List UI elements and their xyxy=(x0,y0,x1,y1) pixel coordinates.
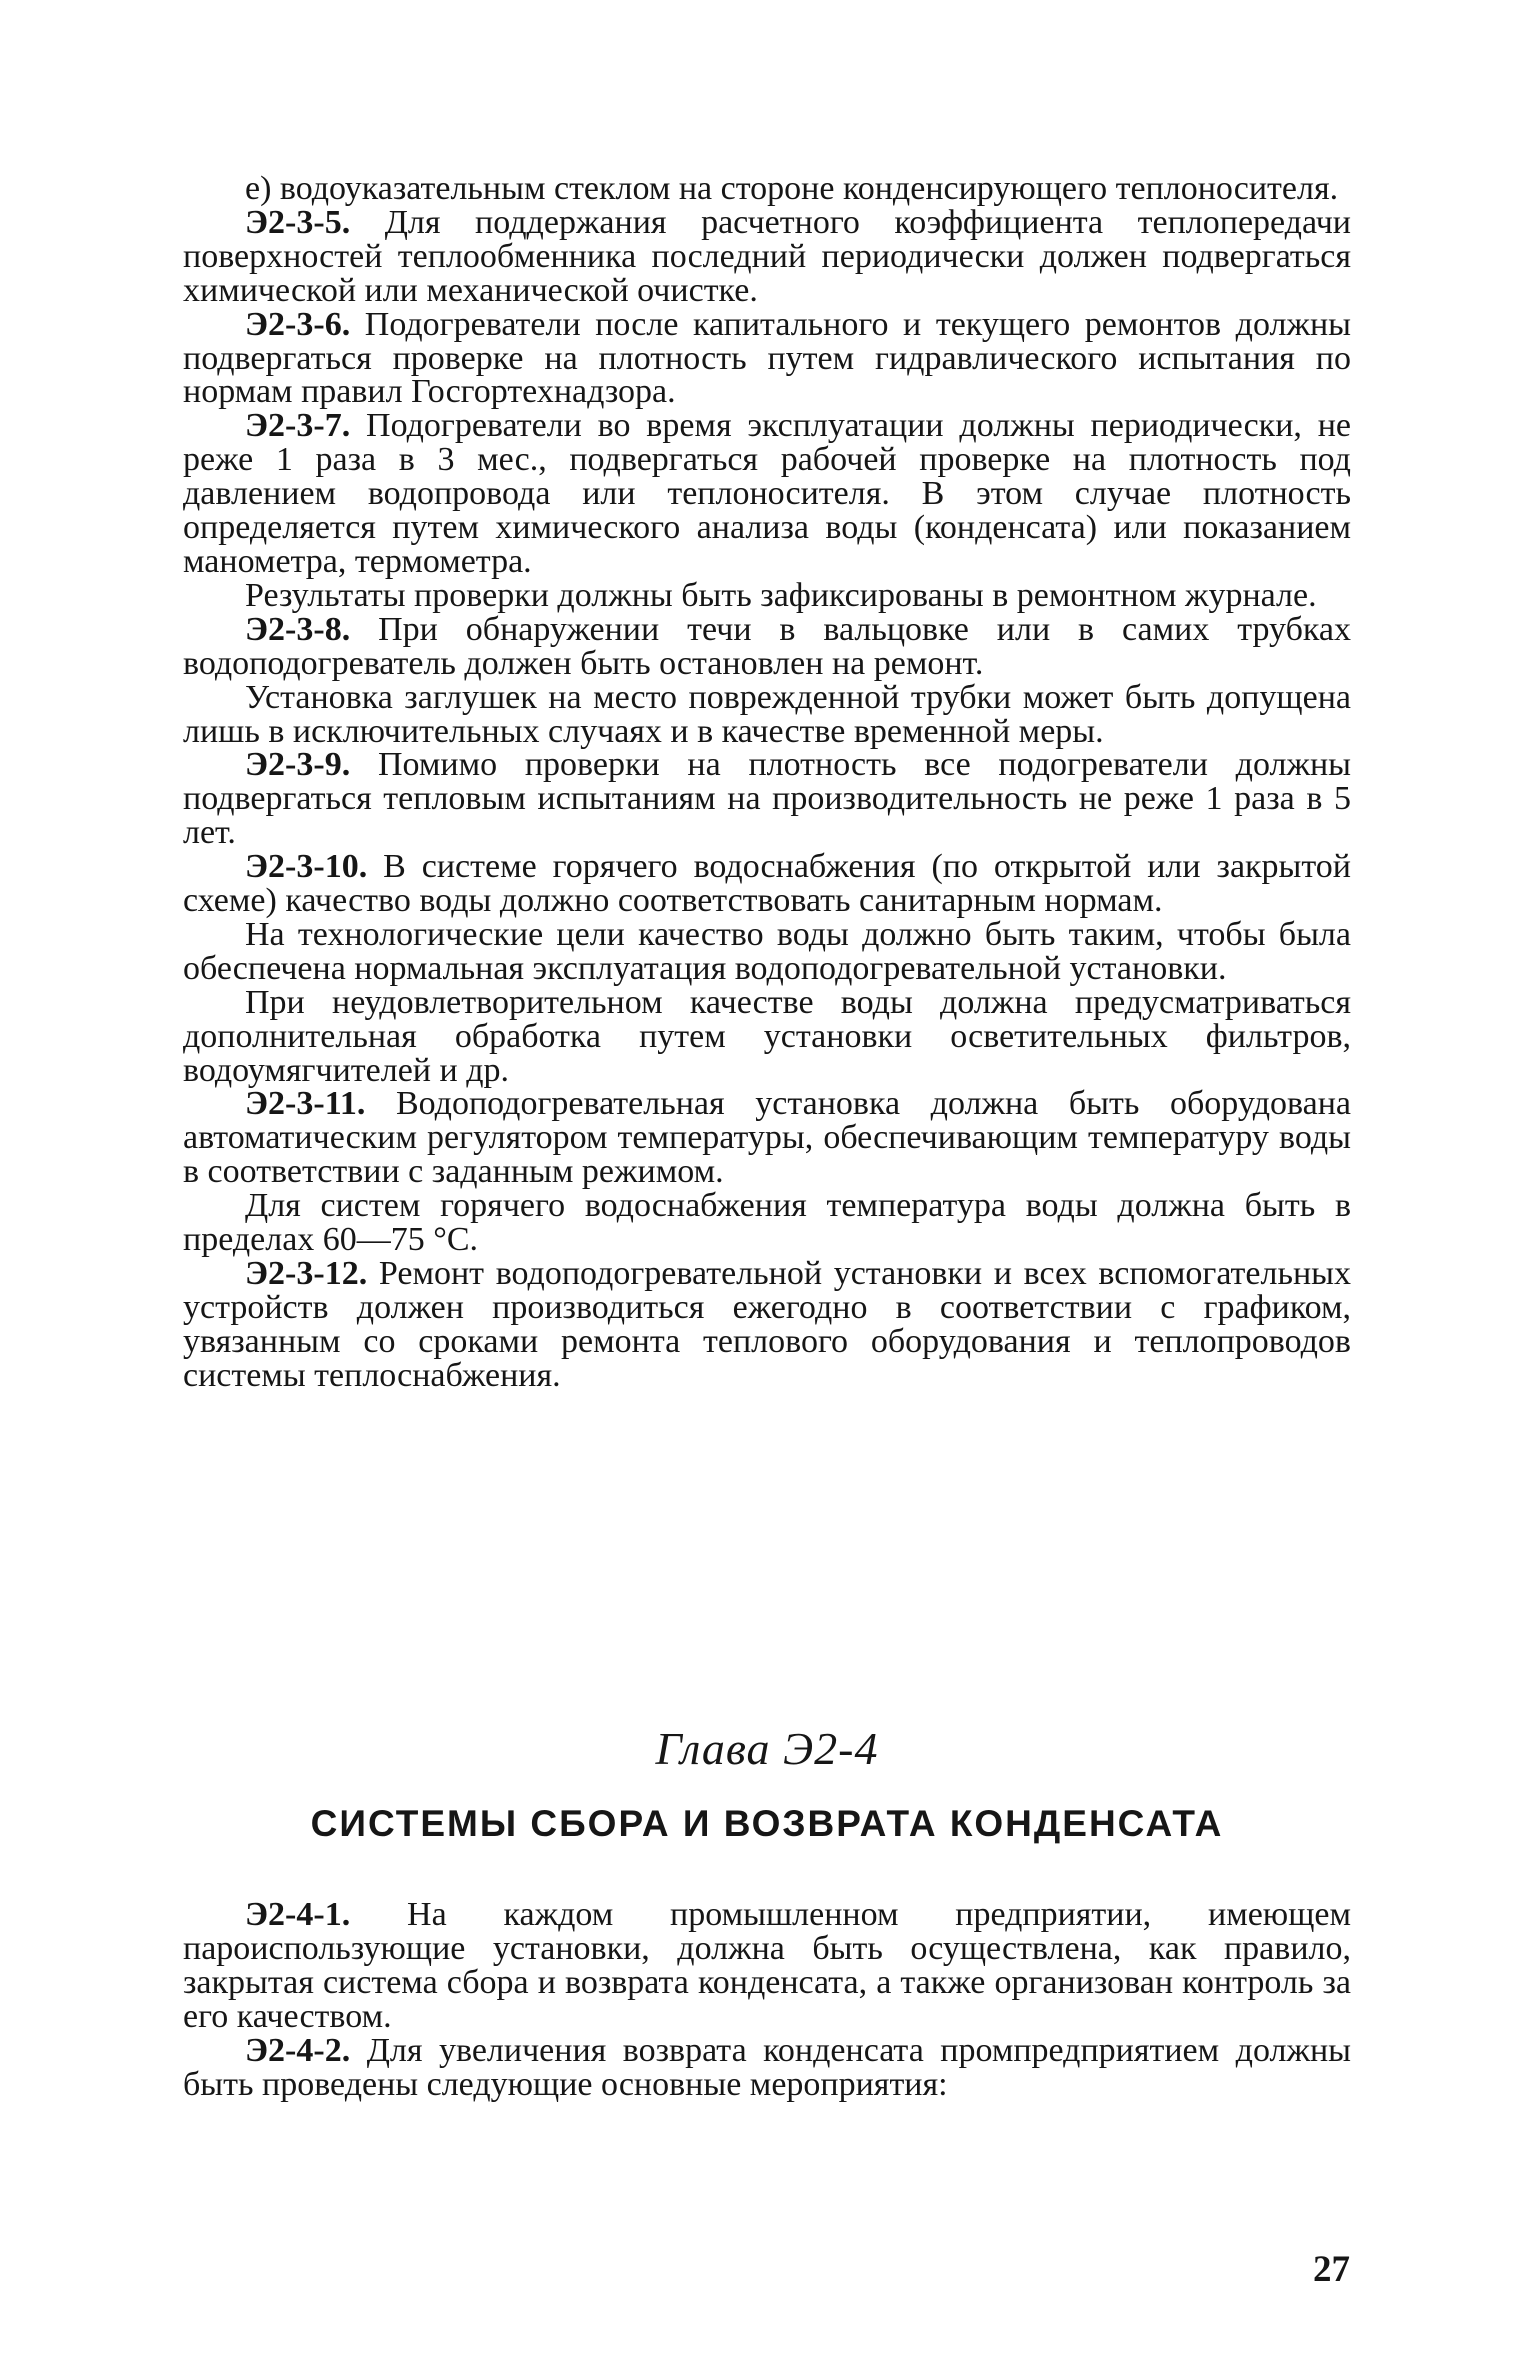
paragraph-text: Установка заглушек на место поврежденной трубки может быть допущена лишь в исключительных случаях и в качестве временной меры. xyxy=(183,678,1351,750)
paragraph-text: Ремонт водоподогревательной установки и всех вспомогательных устройств должен производиться ежегодно в соответствии с графиком, увязанным со сроками ремонта теплового оборудования и теплопроводов системы теплоснабжения. xyxy=(183,1255,1351,1394)
clause-number: Э2-3-5. xyxy=(245,203,351,241)
paragraph-text: Помимо проверки на плотность все подогреватели должны подвергаться тепловым испытаниям на производительность не реже 1 раза в 5 лет. xyxy=(183,746,1351,852)
paragraph-water-quality xyxy=(183,983,1351,1089)
paragraph-e2-3-7 xyxy=(183,409,1351,579)
paragraph-e xyxy=(183,172,1351,206)
paragraph-text: Результаты проверки должны быть зафиксированы в ремонтном журнале. xyxy=(245,576,1317,614)
paragraph-text: При обнаружении течи в вальцовке или в самих трубках водоподогреватель должен быть остановлен на ремонт. xyxy=(183,610,1351,682)
paragraph-technological xyxy=(183,915,1351,987)
paragraph-e2-3-6 xyxy=(183,305,1351,411)
chapter-title: Глава Э2-4 xyxy=(655,1723,879,1774)
clause-number: Э2-3-6. xyxy=(245,305,351,343)
paragraph-e2-3-8 xyxy=(183,610,1351,682)
clause-number: Э2-3-9. xyxy=(245,746,351,784)
clause-number: Э2-3-12. xyxy=(245,1255,368,1292)
clause-number: Э2-4-1. xyxy=(245,1896,351,1933)
clause-number: Э2-3-11. xyxy=(245,1085,366,1123)
section-b-body xyxy=(183,1898,1351,2101)
clause-number: Э2-3-8. xyxy=(245,610,351,648)
paragraph-temperature xyxy=(183,1189,1351,1257)
paragraph-text: Подогреватели во время эксплуатации должны периодически, не реже 1 раза в 3 мес., подвергаться рабочей проверке на плотность под давлением водопровода или теплоносителя. В этом случае плотность определяется путем химического анализа воды (конденсата) или показанием манометра, термометра. xyxy=(183,407,1351,580)
clause-number: Э2-4-2. xyxy=(245,2031,351,2069)
section-a-body xyxy=(183,172,1351,1393)
page-number: 27 xyxy=(1313,2249,1350,2290)
chapter-subtitle: СИСТЕМЫ СБОРА И ВОЗВРАТА КОНДЕНСАТА xyxy=(310,1803,1224,1844)
paragraph-results xyxy=(183,576,1351,614)
paragraph-text: При неудовлетворительном качестве воды должна предусматриваться дополнительная обработка путем установки осветительных фильтров, водоумягчителей и др. xyxy=(183,983,1351,1089)
paragraph-e2-3-9 xyxy=(183,748,1351,850)
paragraph-e2-3-10 xyxy=(183,850,1351,918)
clause-number: Э2-3-10. xyxy=(245,848,368,886)
paragraph-plugs xyxy=(183,678,1351,750)
paragraph-text: е) водоуказательным стеклом на стороне конденсирующего теплоносителя. xyxy=(245,170,1339,207)
paragraph-e2-3-12 xyxy=(183,1257,1351,1393)
paragraph-text: Для систем горячего водоснабжения температура воды должна быть в пределах 60—75 °C. xyxy=(183,1187,1351,1259)
paragraph-text: Для поддержания расчетного коэффициента теплопередачи поверхностей теплообменника последний периодически должен подвергаться химической или механической очистке. xyxy=(183,203,1351,309)
clause-number: Э2-3-7. xyxy=(245,407,351,445)
paragraph-text: На каждом промышленном предприятии, имеющем пароиспользующие установки, должна быть осуществлена, как правило, закрытая система сбора и возврата конденсата, а также организован контроль за его качеством. xyxy=(183,1896,1351,2035)
paragraph-text: На технологические цели качество воды должно быть таким, чтобы была обеспечена нормальная эксплуатация водоподогревательной установки. xyxy=(183,915,1351,987)
paragraph-e2-3-5 xyxy=(183,203,1351,309)
paragraph-e2-3-11 xyxy=(183,1087,1351,1189)
paragraph-text: В системе горячего водоснабжения (по открытой или закрытой схеме) качество воды должно соответствовать санитарным нормам. xyxy=(183,848,1351,920)
paragraph-text: Подогреватели после капитального и текущего ремонтов должны подвергаться проверке на плотность путем гидравлического испытания по нормам правил Госгортехнадзора. xyxy=(183,305,1351,411)
paragraph-e2-4-2 xyxy=(183,2031,1351,2103)
paragraph-e2-4-1 xyxy=(183,1898,1351,2034)
paragraph-text: Для увеличения возврата конденсата промпредприятием должны быть проведены следующие основные мероприятия: xyxy=(183,2031,1351,2103)
paragraph-text: Водоподогревательная установка должна быть оборудована автоматическим регулятором температуры, обеспечивающим температуру воды в соответствии с заданным режимом. xyxy=(183,1085,1351,1191)
